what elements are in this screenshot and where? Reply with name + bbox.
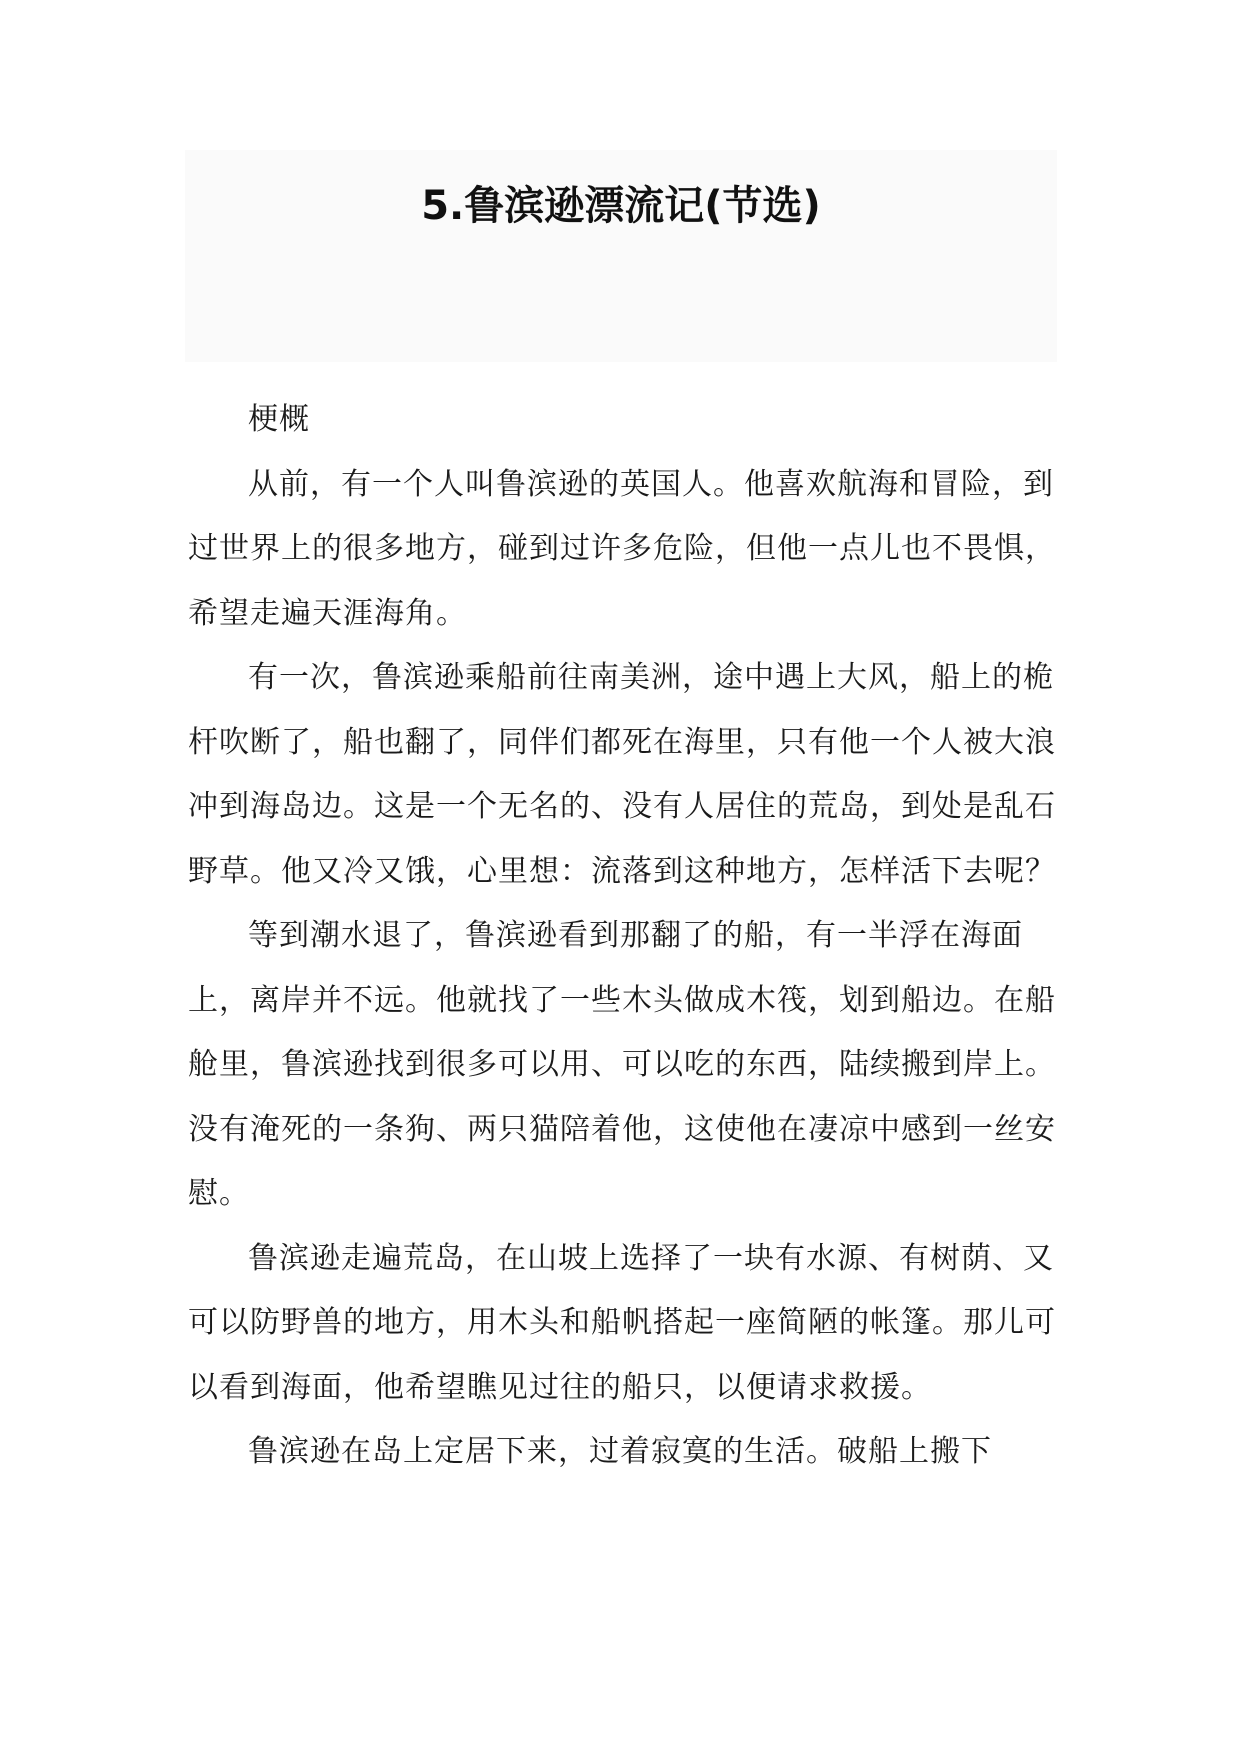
paragraph: 从前，有一个人叫鲁滨逊的英国人。他喜欢航海和冒险，到过世界上的很多地方，碰到过许多危险，但他一点儿也不畏惧，希望走遍天涯海角。 <box>188 466 1056 631</box>
paragraph: 鲁滨逊走遍荒岛，在山坡上选择了一块有水源、有树荫、又可以防野兽的地方，用木头和船帆搭起一座简陋的帐篷。那儿可以看到海面，他希望瞧见过往的船只，以便请求救援。 <box>188 1240 1056 1405</box>
article-body <box>188 388 1068 1485</box>
page-title: 5.鲁滨逊漂流记(节选) <box>421 183 821 229</box>
paragraph: 等到潮水退了，鲁滨逊看到那翻了的船，有一半浮在海面上，离岸并不远。他就找了一些木头做成木筏，划到船边。在船舱里，鲁滨逊找到很多可以用、可以吃的东西，陆续搬到岸上。没有淹死的一条狗、两只猫陪着他，这使他在凄凉中感到一丝安慰。 <box>188 918 1056 1211</box>
title-banner <box>185 150 1057 362</box>
paragraph: 鲁滨逊在岛上定居下来，过着寂寞的生活。破船上搬下 <box>248 1434 992 1469</box>
paragraph: 有一次，鲁滨逊乘船前往南美洲，途中遇上大风，船上的桅杆吹断了，船也翻了，同伴们都死在海里，只有他一个人被大浪冲到海岛边。这是一个无名的、没有人居住的荒岛，到处是乱石野草。他又冷又饿，心里想：流落到这种地方，怎样活下去呢？ <box>188 660 1056 889</box>
section-heading: 梗概 <box>248 402 310 437</box>
